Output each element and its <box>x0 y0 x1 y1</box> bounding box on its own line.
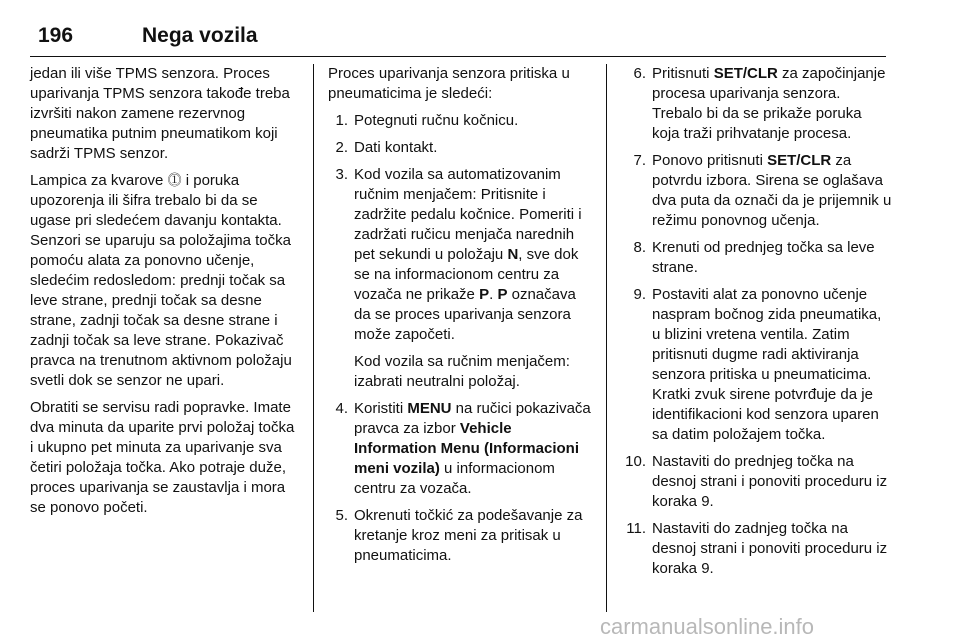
list-item <box>328 399 592 499</box>
list-item <box>328 138 592 158</box>
watermark: carmanualsonline.info <box>600 614 815 639</box>
list-item <box>328 506 592 566</box>
step-text: Ponovo pritisnuti SET/CLR za potvrdu izbora. Sirena se oglašava dva puta da označi da je prijemnik u režimu ponovnog učenja. <box>652 152 892 229</box>
column-3 <box>620 64 892 586</box>
list-item <box>620 64 892 144</box>
step-text: Postaviti alat za ponovno učenje naspram bočnog zida pneumatika, u blizini vretena ventila. Zatim pritisnuti dugme radi aktiviranja senzora pritiska u pneumaticima. Kratki zvuk sirene potvrđuje da je identifikacioni kod senzora uparen sa datim položajem točka. <box>652 286 882 443</box>
step-text: Krenuti od prednjeg točka sa leve strane. <box>652 239 875 276</box>
step-text: Nastaviti do zadnjeg točka na desnoj strani i ponoviti proceduru iz koraka 9. <box>652 520 888 577</box>
step-text: Kod vozila sa automatizovanim ručnim menjačem: Pritisnite i zadržite pedalu kočnice. Pomeriti i zadržati ručicu menjača narednih pet sekundi u položaju N, sve dok se na informacionom centru za vozača ne prikaže P. P označava da se proces uparivanja senzora može započeti. Kod vozila sa ručnim menjačem: izabrati neutralni položaj. <box>354 166 582 390</box>
step-number: 1. <box>335 112 348 129</box>
step-number: 7. <box>633 152 646 169</box>
page-number: 196 <box>38 24 74 47</box>
step-number: 11. <box>626 520 646 537</box>
list-item <box>620 452 892 512</box>
column-1 <box>30 64 300 525</box>
column-divider-1 <box>313 64 314 612</box>
list-item <box>620 151 892 231</box>
step-text: Pritisnuti SET/CLR za započinjanje procesa uparivanja senzora. Trebalo bi da se prikaže poruka koja traži prihvatanje procesa. <box>652 65 886 142</box>
step-number: 5. <box>335 507 348 524</box>
paragraph-1: jedan ili više TPMS senzora. Proces uparivanja TPMS senzora takođe treba izvršiti nakon zamene rezervnog pneumatika putnim pneumatikom koji sadrži TPMS senzor. <box>30 65 290 162</box>
step-text: Dati kontakt. <box>354 139 438 156</box>
section-title: Nega vozila <box>142 24 258 47</box>
step-number: 6. <box>633 65 646 82</box>
column-2 <box>328 64 592 573</box>
list-item <box>620 238 892 278</box>
step-text: Nastaviti do prednjeg točka na desnoj strani i ponoviti proceduru iz koraka 9. <box>652 453 888 510</box>
list-item <box>328 111 592 131</box>
step-text: Koristiti MENU na ručici pokazivača pravca za izbor Vehicle Information Menu (Informacioni meni vozila) u informacionom centru za vozača. <box>354 400 591 497</box>
steps-list-1 <box>328 111 592 566</box>
step-number: 9. <box>633 286 646 303</box>
step-number: 4. <box>335 400 348 417</box>
step-number: 10. <box>625 453 646 470</box>
list-item <box>328 165 592 392</box>
step-number: 3. <box>335 166 348 183</box>
step-number: 2. <box>335 139 348 156</box>
paragraph-2: Lampica za kvarove ⓵ i poruka upozorenja ili šifra trebalo bi da se ugase pri sledećem davanju kontakta. Senzori se uparuju sa položajima točka pomoću alata za ponovno učenje, sledećim redosledom: prednji točak sa leve strane, prednji točak sa desne strane, zadnji točak sa desne strane i zadnji točak sa leve strane. Pokazivač pravca na trenutnom aktivnom položaju svetli dok se senzor ne upari. <box>30 172 292 389</box>
step-number: 8. <box>633 239 646 256</box>
step-text: Okrenuti točkić za podešavanje za kretanje kroz meni za pritisak u pneumaticima. <box>354 507 583 564</box>
tpms-warning-icon: ⓵ <box>167 172 182 188</box>
list-item <box>620 519 892 579</box>
page-header <box>30 22 886 57</box>
paragraph-3: Obratiti se servisu radi popravke. Imate dva minuta da uparite prvi položaj točka i ukupno pet minuta za uparivanje sva četiri položaja točka. Ako potraje duže, proces uparivanja se zaustavlja i mora se ponovo početi. <box>30 399 295 516</box>
column-divider-2 <box>606 64 607 612</box>
steps-intro: Proces uparivanja senzora pritiska u pneumaticima je sledeći: <box>328 65 570 102</box>
steps-list-2 <box>620 64 892 579</box>
step-text: Potegnuti ručnu kočnicu. <box>354 112 519 129</box>
list-item <box>620 285 892 445</box>
